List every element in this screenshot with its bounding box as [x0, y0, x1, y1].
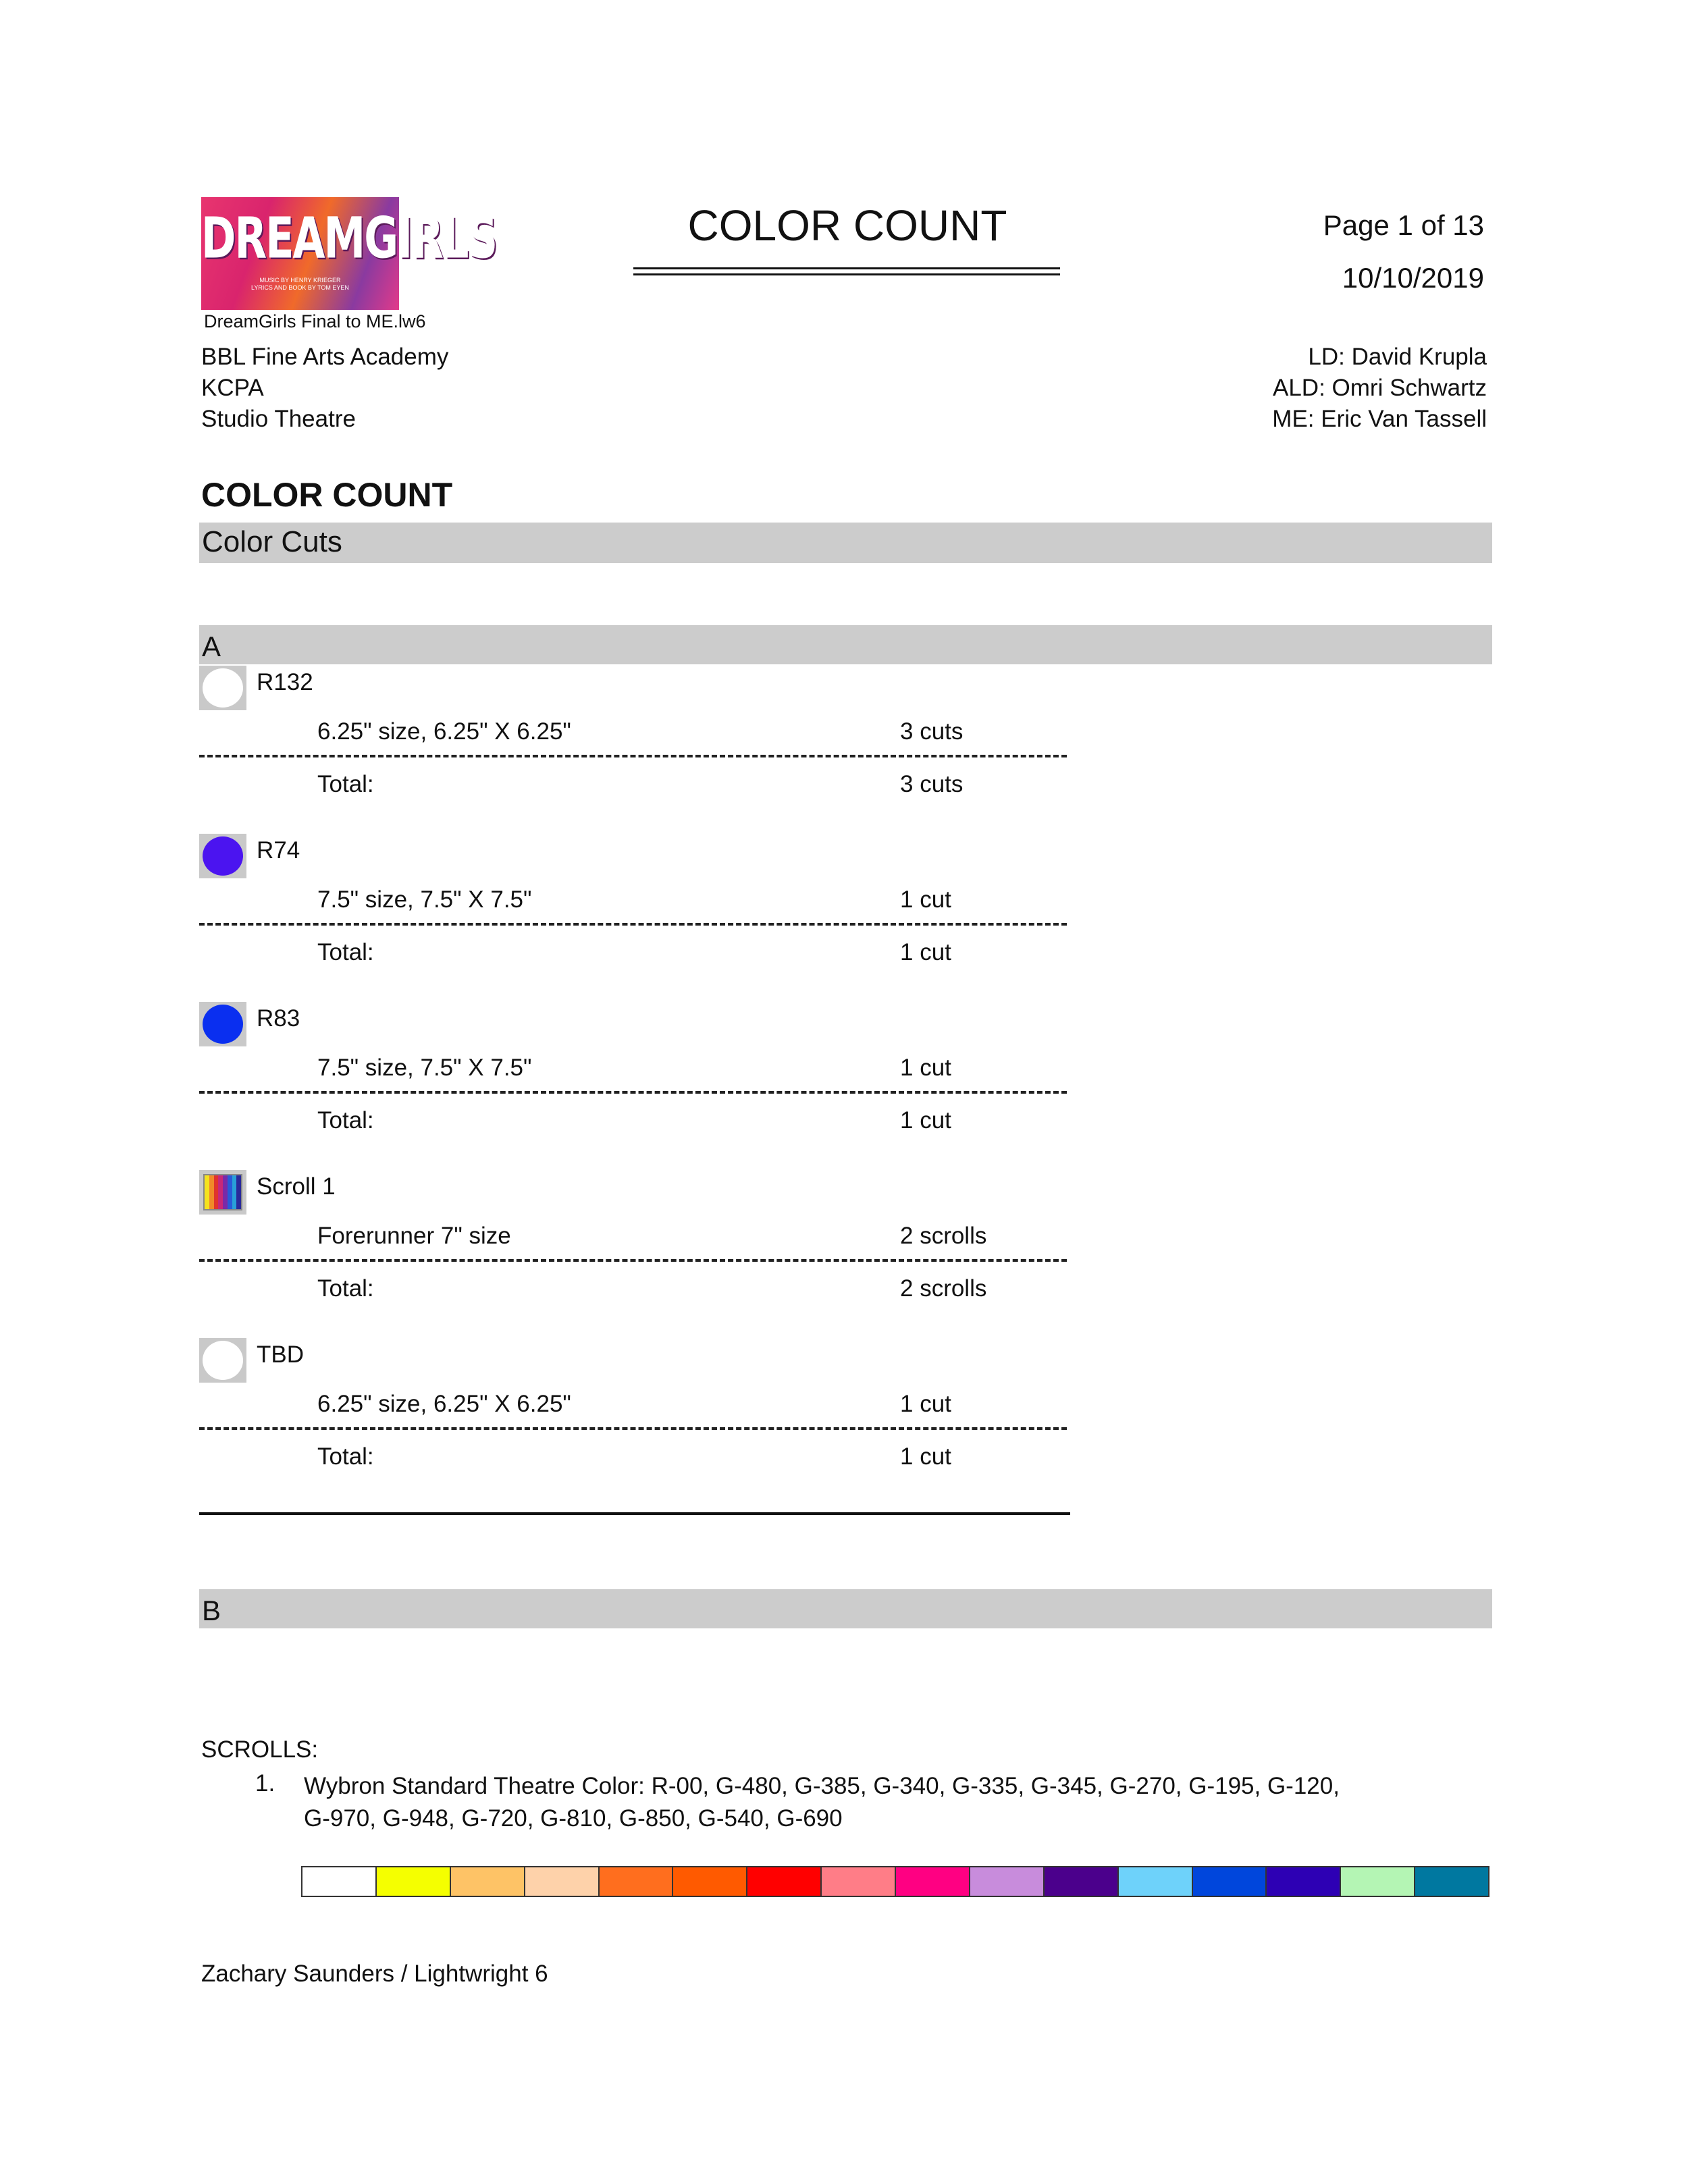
scroll-icon-stripe: [236, 1175, 241, 1209]
dashed-rule: [199, 1259, 1067, 1262]
color-swatch: [199, 834, 246, 878]
cut-count: 3 cuts: [900, 718, 964, 745]
cut-description: 7.5" size, 7.5" X 7.5": [317, 886, 532, 913]
file-name: DreamGirls Final to ME.lw6: [204, 311, 426, 331]
dashed-rule: [199, 755, 1067, 757]
gel-color-icon: [203, 836, 243, 876]
total-label: Total:: [317, 939, 374, 965]
scroll-frame-swatch: [377, 1867, 451, 1896]
scroll-frame-swatch: [896, 1867, 970, 1896]
cut-count: 2 scrolls: [900, 1223, 987, 1249]
color-name: TBD: [257, 1341, 304, 1368]
dashed-rule: [199, 1091, 1067, 1094]
cut-description: 6.25" size, 6.25" X 6.25": [317, 718, 571, 745]
scroll-frame-swatch: [1119, 1867, 1193, 1896]
report-subheading: Color Cuts: [202, 525, 342, 558]
color-name: R83: [257, 1005, 300, 1032]
scroll-frame-swatch: [451, 1867, 525, 1896]
section-a-label: A: [202, 631, 221, 662]
cut-count: 1 cut: [900, 1055, 951, 1081]
logo-credit-line: LYRICS AND BOOK BY TOM EYEN: [251, 284, 349, 291]
color-swatch: [199, 666, 246, 710]
total-count: 1 cut: [900, 1107, 951, 1134]
staff-line: LD: David Krupla: [1308, 344, 1487, 370]
scroll-item-number: 1.: [255, 1770, 275, 1796]
cut-count: 1 cut: [900, 886, 951, 913]
total-label: Total:: [317, 1275, 374, 1302]
logo-credit-line: MUSIC BY HENRY KRIEGER: [259, 277, 341, 284]
color-name: Scroll 1: [257, 1173, 336, 1200]
scroll-icon: [203, 1174, 242, 1210]
venue-info: [201, 342, 448, 435]
section-b-label: B: [202, 1595, 221, 1626]
scroll-frame-swatch: [525, 1867, 600, 1896]
title-double-rule: [633, 267, 1060, 275]
dashed-rule: [199, 1427, 1067, 1430]
scroll-icon-stripe: [214, 1175, 219, 1209]
gel-color-icon: [203, 1005, 243, 1044]
cut-description: 6.25" size, 6.25" X 6.25": [317, 1391, 571, 1417]
scroll-icon-stripe: [232, 1175, 237, 1209]
scroll-frame-swatch: [747, 1867, 822, 1896]
total-label: Total:: [317, 1443, 374, 1470]
total-label: Total:: [317, 1107, 374, 1134]
total-count: 2 scrolls: [900, 1275, 987, 1302]
color-name: R132: [257, 669, 313, 695]
color-swatch: [199, 1170, 246, 1215]
cut-count: 1 cut: [900, 1391, 951, 1417]
show-logo: [201, 197, 497, 310]
venue-line: KCPA: [201, 375, 264, 401]
color-swatch: [199, 1338, 246, 1383]
staff-info: [1272, 342, 1487, 435]
scroll-icon-stripe: [228, 1175, 232, 1209]
scrolls-label: SCROLLS:: [201, 1736, 319, 1763]
section-end-rule: [199, 1512, 1070, 1515]
dashed-rule: [199, 923, 1067, 926]
scroll-frame-swatch: [1341, 1867, 1415, 1896]
scroll-icon-stripe: [218, 1175, 223, 1209]
footer-credit: Zachary Saunders / Lightwright 6: [201, 1961, 548, 1987]
total-count: 1 cut: [900, 939, 951, 965]
total-count: 1 cut: [900, 1443, 951, 1470]
cut-description: 7.5" size, 7.5" X 7.5": [317, 1055, 532, 1081]
report-date: 10/10/2019: [1342, 262, 1484, 294]
color-name: R74: [257, 837, 300, 863]
staff-line: ALD: Omri Schwartz: [1273, 375, 1487, 401]
section-a-band: [199, 625, 1492, 664]
section-b-band: [199, 1589, 1492, 1628]
scroll-frame-swatch: [1415, 1867, 1488, 1896]
scroll-item-text: Wybron Standard Theatre Color: R-00, G-480, G-385, G-340, G-335, G-345, G-270, G-195, G-120, G-970, G-948, G-720, G-810, G-850, G-540, G-690: [304, 1773, 1340, 1832]
scroll-icon-stripe: [223, 1175, 228, 1209]
cut-description: Forerunner 7" size: [317, 1223, 511, 1249]
venue-line: BBL Fine Arts Academy: [201, 344, 449, 370]
venue-line: Studio Theatre: [201, 406, 356, 432]
page-number: Page 1 of 13: [1323, 209, 1484, 241]
total-count: 3 cuts: [900, 771, 964, 797]
scroll-frame-swatch: [673, 1867, 747, 1896]
gel-color-icon: [203, 1341, 243, 1380]
scroll-frame-swatch: [1045, 1867, 1119, 1896]
staff-line: ME: Eric Van Tassell: [1272, 406, 1487, 432]
page-title: COLOR COUNT: [687, 201, 1007, 250]
scroll-frame-swatch: [1267, 1867, 1341, 1896]
scroll-frame-swatch: [1193, 1867, 1267, 1896]
scroll-color-strip: [301, 1866, 1489, 1897]
scroll-frame-swatch: [822, 1867, 896, 1896]
scroll-icon-stripe: [209, 1175, 214, 1209]
scroll-icon-stripe: [205, 1175, 209, 1209]
report-subheading-band: [199, 523, 1492, 563]
logo-word: DREAMGIRLS: [201, 205, 497, 271]
logo-credits: [201, 277, 399, 292]
report-heading: COLOR COUNT: [201, 476, 453, 514]
scroll-frame-swatch: [600, 1867, 674, 1896]
color-swatch: [199, 1002, 246, 1046]
scroll-frame-swatch: [302, 1867, 377, 1896]
scroll-frame-swatch: [970, 1867, 1045, 1896]
gel-color-icon: [203, 668, 243, 708]
total-label: Total:: [317, 771, 374, 797]
